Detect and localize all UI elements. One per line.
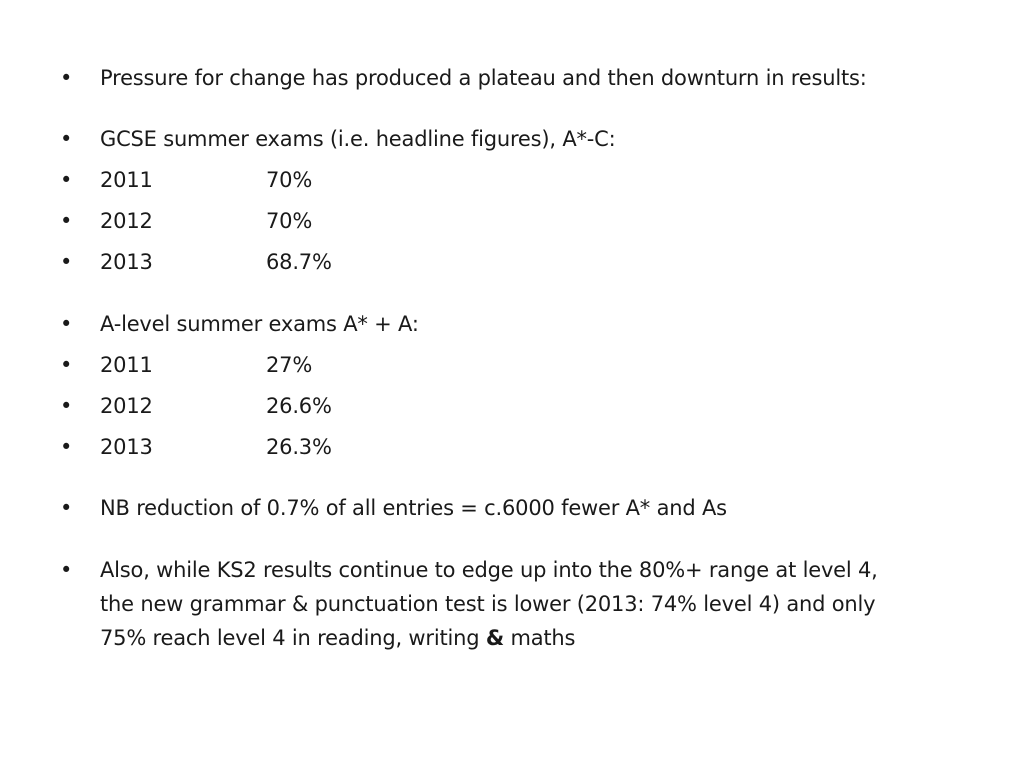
bullet-dot: • xyxy=(60,496,73,520)
bullet-dot: • xyxy=(60,168,73,192)
also-line-3 xyxy=(100,621,968,655)
also-line-1: Also, while KS2 results continue to edge up into the 80%+ range at level 4, xyxy=(100,558,878,582)
alevel-year: 2013 xyxy=(100,435,153,459)
also-line-3-start: 75% reach level 4 in reading, writing xyxy=(100,626,486,650)
bullet-dot: • xyxy=(60,209,73,233)
bullet-dot: • xyxy=(60,353,73,377)
alevel-year: 2012 xyxy=(100,394,153,418)
gcse-year: 2013 xyxy=(100,250,153,274)
bullet-dot: • xyxy=(60,66,73,90)
bullet-dot: • xyxy=(60,394,73,418)
bullet-dot: • xyxy=(60,558,73,582)
alevel-year: 2011 xyxy=(100,353,153,377)
alevel-value: 26.3% xyxy=(266,435,332,459)
also-line-2: the new grammar & punctuation test is lower (2013: 74% level 4) and only xyxy=(100,592,876,616)
gcse-value: 68.7% xyxy=(266,250,332,274)
gcse-value: 70% xyxy=(266,168,313,192)
ampersand-bold: & xyxy=(485,626,504,650)
also-text xyxy=(100,553,968,655)
gcse-year: 2011 xyxy=(100,168,153,192)
bullet-dot: • xyxy=(60,127,73,151)
alevel-value: 27% xyxy=(266,353,313,377)
gcse-year: 2012 xyxy=(100,209,153,233)
bullet-dot: • xyxy=(60,435,73,459)
intro-text: Pressure for change has produced a plateau and then downturn in results: xyxy=(100,66,867,90)
bullet-dot: • xyxy=(60,312,73,336)
gcse-heading: GCSE summer exams (i.e. headline figures), A*-C: xyxy=(100,127,616,151)
nb-text: NB reduction of 0.7% of all entries = c.6000 fewer A* and As xyxy=(100,496,727,520)
alevel-value: 26.6% xyxy=(266,394,332,418)
also-line-3-end: maths xyxy=(503,626,576,650)
alevel-heading: A-level summer exams A* + A: xyxy=(100,312,419,336)
gcse-value: 70% xyxy=(266,209,313,233)
bullet-dot: • xyxy=(60,250,73,274)
